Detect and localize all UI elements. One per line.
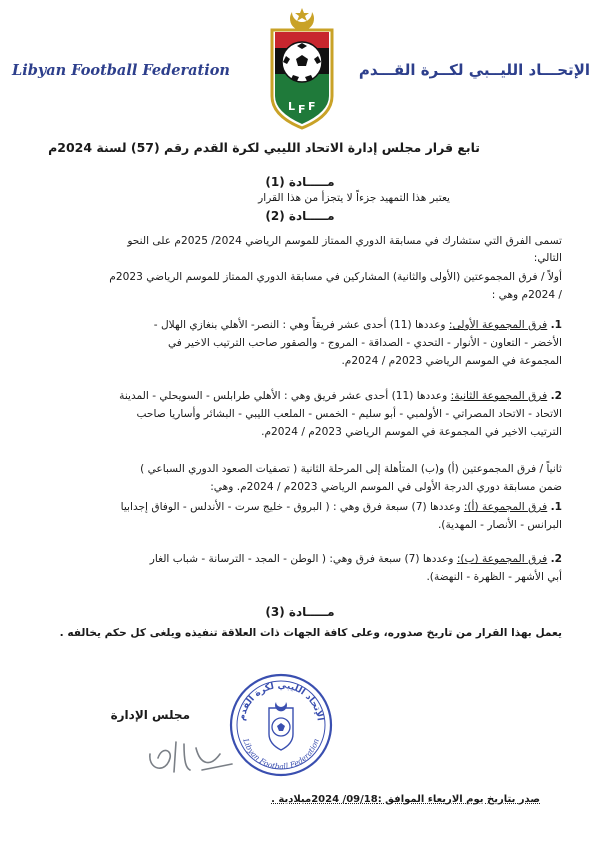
logo-letter-l: L <box>288 100 296 113</box>
group-2-line-2: الاتحاد - الاتحاد المصراتي - الأولمبي - أبو سليم - الخمس - الملعب الليبي - البشائر وأساريا صاحب <box>136 408 562 420</box>
group-a-label: فرق المجموعة (أ): <box>463 501 548 513</box>
svg-text:الإتحاد الليبي لكرة القدم <box>237 681 325 722</box>
article-2-first-2: / 2024م وهي : <box>491 289 562 301</box>
header-title-ar: الإتحـــاد الليــبي لكــرة القـــدم <box>358 61 590 79</box>
group-2-label: فرق المجموعة الثانية: <box>450 390 548 402</box>
group-a-line-1 <box>52 500 562 515</box>
group-2-line-3: الترتيب الاخير في المجموعة في الموسم الرياضي 2023م / 2024م. <box>261 426 562 438</box>
group-1-line-3: المجموعة في الموسم الرياضي 2023م / 2024م. <box>341 355 562 367</box>
article-3-text: يعمل بهذا القرار من تاريخ صدوره، وعلى كافة الجهات ذات العلاقة تنفيذه ويلغى كل حكم يخالفه . <box>59 627 562 639</box>
group-b-text-1: وعددها (7) سبعة فرق وهي: ( الوطن - المجد - الترسانة - شباب الغار <box>149 553 454 565</box>
document-title: تابع قرار مجلس إدارة الاتحاد الليبي لكرة القدم رقم (57) لسنة 2024م <box>48 140 480 155</box>
official-seal <box>228 672 334 778</box>
group-a-line-2: البرانس - الأنصار - المهدية). <box>437 519 562 531</box>
group-b-line-2: أبي الأشهر - الظهرة - النهضة). <box>426 571 562 583</box>
seal-text-ar: الإتحاد الليبي لكرة القدم <box>237 680 325 722</box>
group-b-line-1 <box>52 552 562 567</box>
article-2-second-1: ثانياً / فرق المجموعتين (أ) و(ب) المتأهلة إلى المرحلة الثانية ( تصفيات الصعود الدوري السباعي ) <box>140 463 562 475</box>
article-2-second-2: ضمن مسابقة دوري الدرجة الأولى في الموسم الرياضي 2023م / 2024م. وهي: <box>210 481 562 493</box>
article-2-heading: مـــــادة (2) <box>265 209 335 223</box>
group-2-line-1 <box>52 389 562 404</box>
header-title-en: Libyan Football Federation <box>12 62 230 79</box>
group-a-text-1: وعددها (7) سبعة فرق وهي : ( البروق - خليج سرت - الأندلس - الوفاق إجدابيا <box>120 501 461 513</box>
article-2-first-1: أولاً / فرق المجموعتين (الأولى والثانية) المشاركين في مسابقة الدوري الممتاز للموسم الرياضي 2023م <box>109 271 562 283</box>
group-2-text-1: وعددها (11) أحدى عشر فريق وهي : الأهلي طرابلس - السويحلي - المدينة <box>119 390 448 402</box>
article-1-heading: مـــــادة (1) <box>265 175 335 189</box>
article-2-intro-2: التالي: <box>533 252 562 264</box>
signature <box>140 724 240 780</box>
group-b-label: فرق المجموعة (ب): <box>456 553 548 565</box>
article-2-intro-1: تسمى الفرق التي ستشارك في مسابقة الدوري الممتاز للموسم الرياضي 2024/ 2025م على النحو <box>127 235 562 247</box>
group-a-number: 1. <box>550 501 562 513</box>
lff-logo <box>266 4 338 132</box>
group-1-number: 1. <box>550 319 562 331</box>
group-b-number: 2. <box>550 553 562 565</box>
article-3-heading: مـــــادة (3) <box>265 605 335 619</box>
group-1-text-1: وعددها (11) أحدى عشر فريقاً وهي : النصر- الأهلي بنغازي الهلال - <box>153 319 446 331</box>
group-2-number: 2. <box>550 390 562 402</box>
logo-letter-f1: F <box>298 103 306 116</box>
star-icon <box>295 8 309 21</box>
seal-text-en: Libyan Football Federation <box>241 737 321 772</box>
logo-letter-f2: F <box>308 100 316 113</box>
group-1-label: فرق المجموعة الأولى: <box>448 319 548 331</box>
signatory: مجلس الإدارة <box>110 708 190 722</box>
group-1-line-2: الأخضر - التعاون - الأنوار - التحدي - الصداقة - المروج - والصقور صاحب الترتيب الاخير في <box>167 337 562 349</box>
issue-date: صدر بتاريخ يوم الاربعاء الموافق :09/18/ 2024ميلادية . <box>271 794 540 805</box>
group-1-line-1 <box>52 318 562 333</box>
article-1-text: يعتبر هذا التمهيد جزءاً لا يتجزأ من هذا القرار <box>258 192 450 204</box>
